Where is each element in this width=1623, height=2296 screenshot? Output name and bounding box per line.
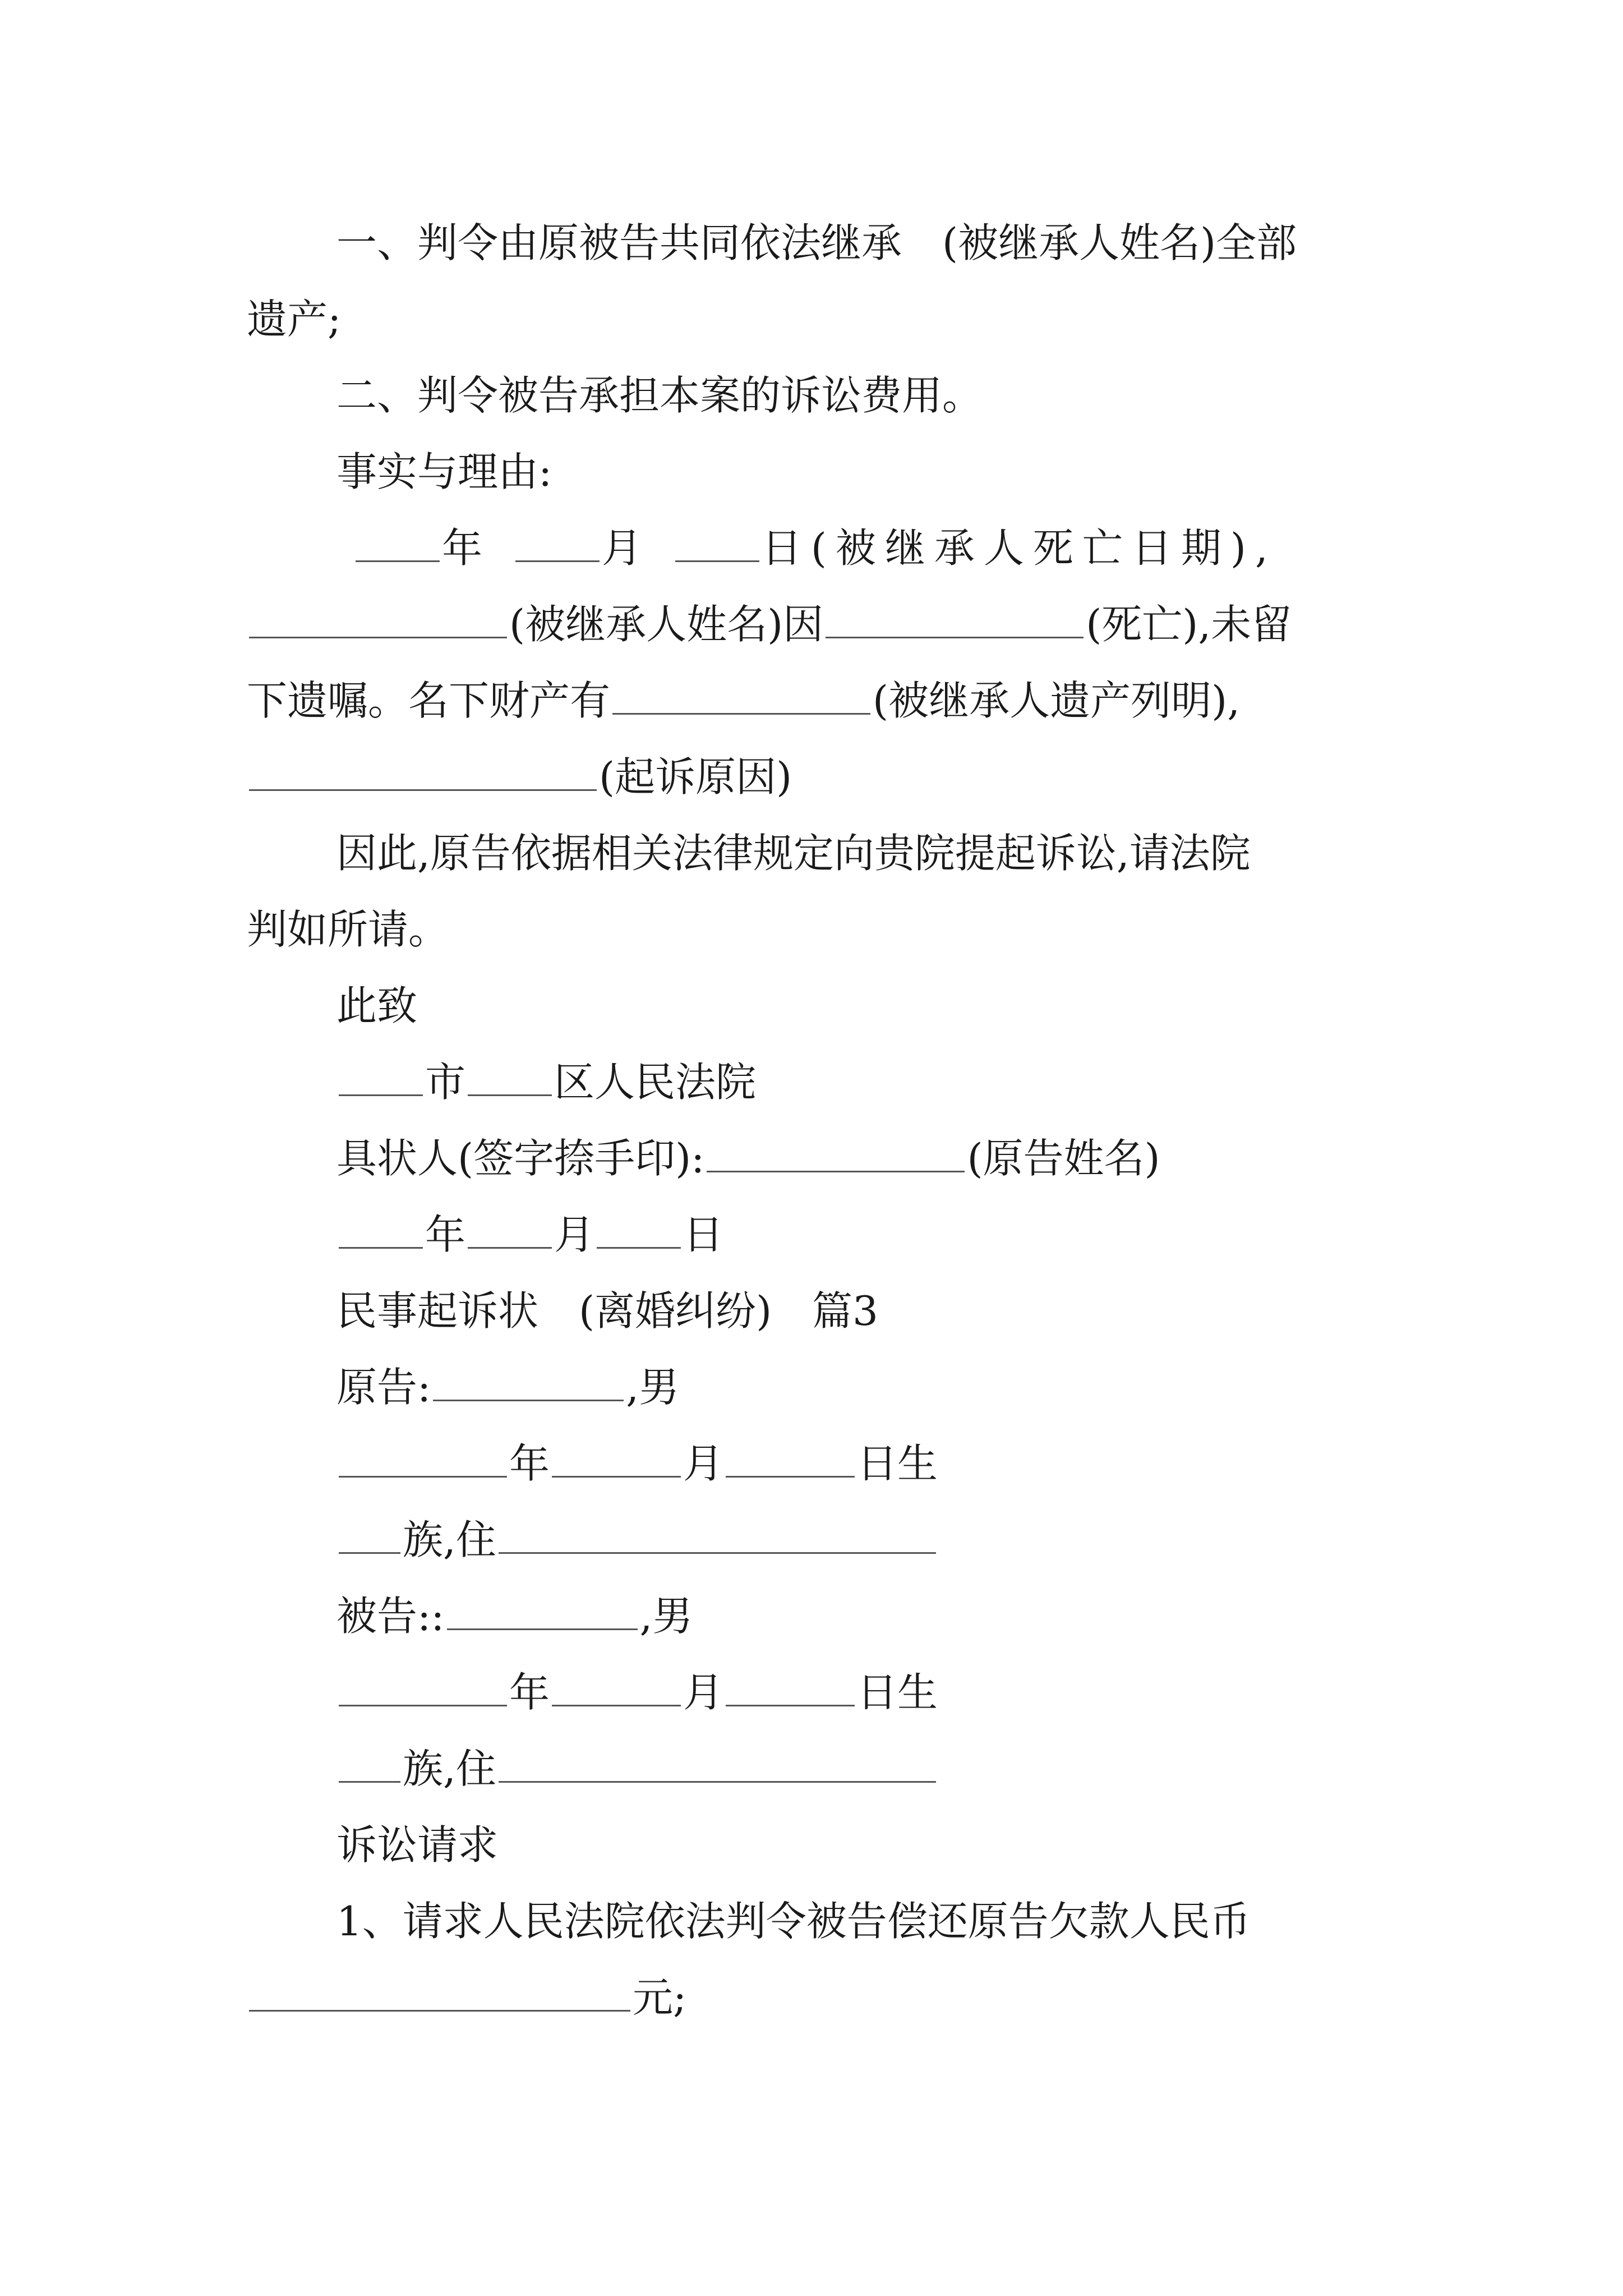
label-city: 市 bbox=[425, 1059, 466, 1106]
label-court: 区人民法院 bbox=[554, 1059, 757, 1106]
blank-plaintiff bbox=[433, 1360, 624, 1401]
label-signatory: 具状人(签字捺手印): bbox=[336, 1135, 705, 1182]
blank-plaintiff-name bbox=[707, 1131, 965, 1172]
label-month: 月 bbox=[601, 524, 651, 572]
blank-city bbox=[339, 1055, 423, 1096]
claims-heading: 诉讼请求 bbox=[336, 1821, 499, 1869]
label-plaintiff-gender: ,男 bbox=[626, 1364, 680, 1411]
blank-year bbox=[356, 521, 440, 562]
label-death-date: 日(被继承人死亡日期), bbox=[761, 524, 1277, 572]
defendant-line bbox=[336, 1585, 693, 1647]
paragraph-9-line-1: 因此,原告依据相关法律规定向贵院提起诉讼,请法院 bbox=[336, 830, 1251, 877]
blank-birth-year bbox=[339, 1437, 507, 1478]
blank-birth-day bbox=[726, 1665, 855, 1706]
plaintiff-address-line bbox=[336, 1509, 938, 1571]
blank-death-cause bbox=[826, 597, 1083, 638]
defendant-birth-line bbox=[336, 1662, 938, 1723]
blank-address bbox=[499, 1742, 936, 1783]
paragraph-1-line-2: 遗产; bbox=[247, 296, 342, 343]
signatory-line bbox=[336, 1128, 1160, 1189]
blank-amount bbox=[249, 1971, 630, 2012]
label-birth-day: 日生 bbox=[857, 1440, 938, 1487]
label-death: (死亡),未留 bbox=[1086, 601, 1292, 648]
signing-date-line bbox=[336, 1204, 723, 1266]
decedent-line bbox=[247, 593, 1292, 655]
blank-day bbox=[597, 1208, 681, 1249]
label-decedent-name: (被继承人姓名)因 bbox=[509, 601, 824, 648]
label-day: 日 bbox=[683, 1211, 724, 1258]
label-year: 年 bbox=[425, 1211, 466, 1258]
label-birth-month: 月 bbox=[683, 1669, 724, 1716]
label-defendant-gender: ,男 bbox=[639, 1593, 693, 1640]
court-line bbox=[336, 1051, 756, 1113]
claim-1-line-2 bbox=[247, 1967, 686, 2028]
salutation: 此致 bbox=[336, 982, 418, 1029]
reason-line bbox=[247, 746, 792, 808]
blank-birth-month bbox=[552, 1665, 681, 1706]
defendant-address-line bbox=[336, 1738, 938, 1800]
label-year: 年 bbox=[442, 524, 492, 572]
death-date-line bbox=[353, 517, 1277, 579]
plaintiff-birth-line bbox=[336, 1433, 938, 1494]
facts-heading: 事实与理由: bbox=[336, 448, 552, 495]
label-plaintiff: 原告: bbox=[336, 1364, 431, 1411]
blank-year bbox=[339, 1208, 423, 1249]
label-estate: 下遗嘱。名下财产有 bbox=[247, 677, 611, 724]
blank-district bbox=[468, 1055, 552, 1096]
blank-birth-year bbox=[339, 1665, 507, 1706]
blank-decedent-name bbox=[249, 597, 507, 638]
label-ethnicity-address: 族,住 bbox=[403, 1745, 496, 1792]
paragraph-9-line-2: 判如所请。 bbox=[247, 906, 449, 953]
claim-1-line-1: 1、请求人民法院依法判令被告偿还原告欠款人民币 bbox=[336, 1898, 1251, 1945]
blank-month bbox=[515, 521, 600, 562]
blank-month bbox=[468, 1208, 552, 1249]
blank-day bbox=[675, 521, 759, 562]
blank-birth-month bbox=[552, 1437, 681, 1478]
blank-ethnicity bbox=[339, 1513, 400, 1554]
label-birth-month: 月 bbox=[683, 1440, 724, 1487]
blank-estate bbox=[612, 674, 870, 715]
blank-birth-day bbox=[726, 1437, 855, 1478]
label-defendant: 被告:: bbox=[336, 1593, 445, 1640]
estate-line bbox=[247, 670, 1240, 731]
blank-address bbox=[499, 1513, 936, 1554]
label-ethnicity-address: 族,住 bbox=[403, 1516, 496, 1563]
label-birth-year: 年 bbox=[509, 1440, 550, 1487]
label-reason: (起诉原因) bbox=[599, 753, 792, 800]
section-title: 民事起诉状 (离婚纠纷) 篇3 bbox=[336, 1287, 878, 1335]
plaintiff-line bbox=[336, 1356, 679, 1418]
blank-ethnicity bbox=[339, 1742, 400, 1783]
label-estate-list: (被继承人遗产列明), bbox=[873, 677, 1241, 724]
label-yuan: 元; bbox=[633, 1974, 687, 2021]
paragraph-1-line-1: 一、判令由原被告共同依法继承 (被继承人姓名)全部 bbox=[336, 219, 1297, 266]
blank-reason bbox=[249, 750, 597, 791]
label-plaintiff-name: (原告姓名) bbox=[967, 1135, 1160, 1182]
label-month: 月 bbox=[554, 1211, 595, 1258]
blank-defendant bbox=[447, 1589, 638, 1630]
paragraph-2: 二、判令被告承担本案的诉讼费用。 bbox=[336, 372, 983, 419]
label-birth-year: 年 bbox=[509, 1669, 550, 1716]
label-birth-day: 日生 bbox=[857, 1669, 938, 1716]
